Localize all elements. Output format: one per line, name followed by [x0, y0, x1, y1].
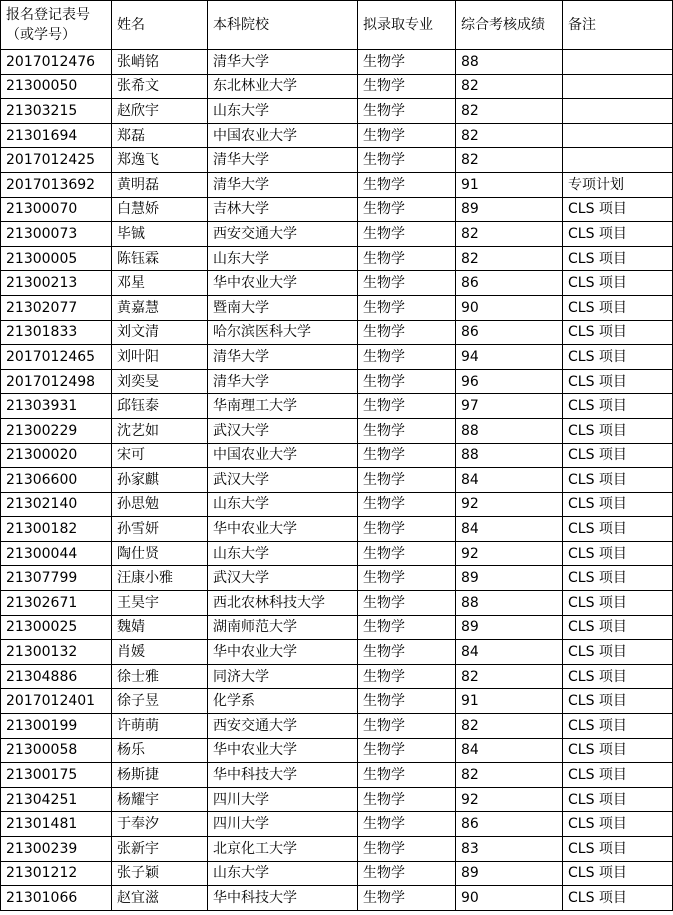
registration-number-cell: 21307799 — [1, 566, 112, 591]
school-cell: 华中科技大学 — [208, 886, 358, 911]
major-cell: 生物学 — [358, 787, 456, 812]
score-cell: 84 — [456, 738, 563, 763]
registration-number-cell: 21301833 — [1, 320, 112, 345]
score-cell: 82 — [456, 763, 563, 788]
school-cell: 华中科技大学 — [208, 763, 358, 788]
table-row — [1, 837, 673, 862]
registration-number-cell: 21300175 — [1, 763, 112, 788]
table-row — [1, 320, 673, 345]
major-cell: 生物学 — [358, 418, 456, 443]
name-cell: 邓星 — [112, 271, 208, 296]
registration-number-cell: 2017012425 — [1, 148, 112, 173]
remark-cell: CLS 项目 — [563, 345, 673, 370]
school-cell: 北京化工大学 — [208, 837, 358, 862]
school-cell: 清华大学 — [208, 172, 358, 197]
major-cell: 生物学 — [358, 664, 456, 689]
table-row — [1, 222, 673, 247]
registration-number-cell: 21300044 — [1, 541, 112, 566]
registration-number-cell: 21300020 — [1, 443, 112, 468]
major-cell: 生物学 — [358, 812, 456, 837]
school-cell: 清华大学 — [208, 369, 358, 394]
major-cell: 生物学 — [358, 615, 456, 640]
major-cell: 生物学 — [358, 886, 456, 911]
school-cell: 清华大学 — [208, 50, 358, 75]
table-row — [1, 541, 673, 566]
school-cell: 山东大学 — [208, 541, 358, 566]
score-cell: 82 — [456, 714, 563, 739]
registration-number-cell: 21300132 — [1, 640, 112, 665]
name-cell: 孙家麒 — [112, 468, 208, 493]
registration-number-cell: 21301694 — [1, 123, 112, 148]
school-cell: 西北农林科技大学 — [208, 591, 358, 616]
table-row — [1, 861, 673, 886]
table-row — [1, 246, 673, 271]
major-cell: 生物学 — [358, 640, 456, 665]
registration-number-cell: 21303215 — [1, 99, 112, 124]
table-row — [1, 443, 673, 468]
table-row — [1, 787, 673, 812]
name-cell: 刘叶阳 — [112, 345, 208, 370]
school-cell: 中国农业大学 — [208, 123, 358, 148]
registration-number-cell: 21303931 — [1, 394, 112, 419]
score-cell: 89 — [456, 615, 563, 640]
major-cell: 生物学 — [358, 197, 456, 222]
name-cell: 郑磊 — [112, 123, 208, 148]
remark-cell: CLS 项目 — [563, 763, 673, 788]
major-cell: 生物学 — [358, 738, 456, 763]
major-cell: 生物学 — [358, 320, 456, 345]
name-cell: 刘奕旻 — [112, 369, 208, 394]
table-row — [1, 591, 673, 616]
score-cell: 88 — [456, 443, 563, 468]
remark-cell — [563, 74, 673, 99]
table-row — [1, 172, 673, 197]
remark-cell: CLS 项目 — [563, 369, 673, 394]
name-cell: 张子颖 — [112, 861, 208, 886]
registration-number-cell: 21300239 — [1, 837, 112, 862]
score-cell: 91 — [456, 689, 563, 714]
score-cell: 83 — [456, 837, 563, 862]
school-cell: 山东大学 — [208, 246, 358, 271]
remark-cell: CLS 项目 — [563, 664, 673, 689]
table-row — [1, 50, 673, 75]
school-cell: 华南理工大学 — [208, 394, 358, 419]
registration-number-cell: 21306600 — [1, 468, 112, 493]
school-cell: 清华大学 — [208, 148, 358, 173]
score-cell: 88 — [456, 418, 563, 443]
remark-cell: CLS 项目 — [563, 492, 673, 517]
score-cell: 82 — [456, 74, 563, 99]
name-cell: 邱钰泰 — [112, 394, 208, 419]
school-cell: 武汉大学 — [208, 468, 358, 493]
name-cell: 魏婧 — [112, 615, 208, 640]
major-cell: 生物学 — [358, 295, 456, 320]
remark-cell: CLS 项目 — [563, 837, 673, 862]
major-cell: 生物学 — [358, 50, 456, 75]
registration-number-cell: 2017012465 — [1, 345, 112, 370]
major-cell: 生物学 — [358, 123, 456, 148]
school-cell: 四川大学 — [208, 787, 358, 812]
table-row — [1, 738, 673, 763]
header-name: 姓名 — [112, 1, 208, 50]
name-cell: 杨乐 — [112, 738, 208, 763]
table-row — [1, 295, 673, 320]
table-row — [1, 418, 673, 443]
school-cell: 华中农业大学 — [208, 640, 358, 665]
school-cell: 山东大学 — [208, 861, 358, 886]
remark-cell: CLS 项目 — [563, 418, 673, 443]
school-cell: 化学系 — [208, 689, 358, 714]
header-undergraduate-school: 本科院校 — [208, 1, 358, 50]
remark-cell: CLS 项目 — [563, 271, 673, 296]
school-cell: 华中农业大学 — [208, 738, 358, 763]
remark-cell: CLS 项目 — [563, 246, 673, 271]
school-cell: 中国农业大学 — [208, 443, 358, 468]
major-cell: 生物学 — [358, 492, 456, 517]
score-cell: 89 — [456, 566, 563, 591]
table-row — [1, 763, 673, 788]
remark-cell — [563, 123, 673, 148]
score-cell: 97 — [456, 394, 563, 419]
name-cell: 张新宇 — [112, 837, 208, 862]
score-cell: 86 — [456, 320, 563, 345]
table-row — [1, 369, 673, 394]
name-cell: 许萌萌 — [112, 714, 208, 739]
registration-number-cell: 21300073 — [1, 222, 112, 247]
registration-number-cell: 21300005 — [1, 246, 112, 271]
remark-cell: CLS 项目 — [563, 812, 673, 837]
name-cell: 孙思勉 — [112, 492, 208, 517]
school-cell: 山东大学 — [208, 492, 358, 517]
major-cell: 生物学 — [358, 345, 456, 370]
school-cell: 暨南大学 — [208, 295, 358, 320]
name-cell: 沈艺如 — [112, 418, 208, 443]
school-cell: 武汉大学 — [208, 418, 358, 443]
score-cell: 94 — [456, 345, 563, 370]
remark-cell: CLS 项目 — [563, 222, 673, 247]
major-cell: 生物学 — [358, 566, 456, 591]
header-registration-number: 报名登记表号（或学号） — [1, 1, 112, 50]
registration-number-cell: 21304886 — [1, 664, 112, 689]
registration-number-cell: 21302077 — [1, 295, 112, 320]
score-cell: 82 — [456, 148, 563, 173]
remark-cell: CLS 项目 — [563, 640, 673, 665]
name-cell: 宋可 — [112, 443, 208, 468]
name-cell: 于奉汐 — [112, 812, 208, 837]
header-row — [1, 1, 673, 50]
school-cell: 哈尔滨医科大学 — [208, 320, 358, 345]
registration-number-cell: 2017012401 — [1, 689, 112, 714]
major-cell: 生物学 — [358, 74, 456, 99]
score-cell: 90 — [456, 295, 563, 320]
score-cell: 86 — [456, 271, 563, 296]
major-cell: 生物学 — [358, 517, 456, 542]
score-cell: 82 — [456, 99, 563, 124]
remark-cell: CLS 项目 — [563, 615, 673, 640]
score-cell: 82 — [456, 222, 563, 247]
score-cell: 84 — [456, 517, 563, 542]
table-row — [1, 345, 673, 370]
remark-cell: CLS 项目 — [563, 689, 673, 714]
major-cell: 生物学 — [358, 714, 456, 739]
major-cell: 生物学 — [358, 591, 456, 616]
major-cell: 生物学 — [358, 369, 456, 394]
name-cell: 徐士雅 — [112, 664, 208, 689]
major-cell: 生物学 — [358, 271, 456, 296]
score-cell: 92 — [456, 492, 563, 517]
name-cell: 白慧娇 — [112, 197, 208, 222]
table-row — [1, 99, 673, 124]
registration-number-cell: 21300213 — [1, 271, 112, 296]
remark-cell: CLS 项目 — [563, 295, 673, 320]
score-cell: 88 — [456, 591, 563, 616]
registration-number-cell: 2017012498 — [1, 369, 112, 394]
major-cell: 生物学 — [358, 222, 456, 247]
score-cell: 92 — [456, 541, 563, 566]
major-cell: 生物学 — [358, 148, 456, 173]
table-row — [1, 664, 673, 689]
school-cell: 四川大学 — [208, 812, 358, 837]
table-row — [1, 812, 673, 837]
score-cell: 82 — [456, 123, 563, 148]
registration-number-cell: 21300025 — [1, 615, 112, 640]
registration-number-cell: 2017013692 — [1, 172, 112, 197]
name-cell: 汪康小雅 — [112, 566, 208, 591]
major-cell: 生物学 — [358, 99, 456, 124]
school-cell: 华中农业大学 — [208, 517, 358, 542]
remark-cell: CLS 项目 — [563, 738, 673, 763]
name-cell: 黄明磊 — [112, 172, 208, 197]
major-cell: 生物学 — [358, 689, 456, 714]
major-cell: 生物学 — [358, 172, 456, 197]
score-cell: 91 — [456, 172, 563, 197]
name-cell: 黄嘉慧 — [112, 295, 208, 320]
remark-cell: 专项计划 — [563, 172, 673, 197]
registration-number-cell: 21300182 — [1, 517, 112, 542]
registration-number-cell: 21300070 — [1, 197, 112, 222]
school-cell: 湖南师范大学 — [208, 615, 358, 640]
table-row — [1, 197, 673, 222]
name-cell: 赵宜滋 — [112, 886, 208, 911]
score-cell: 96 — [456, 369, 563, 394]
major-cell: 生物学 — [358, 763, 456, 788]
remark-cell: CLS 项目 — [563, 517, 673, 542]
table-row — [1, 394, 673, 419]
name-cell: 张希文 — [112, 74, 208, 99]
name-cell: 陈钰霖 — [112, 246, 208, 271]
registration-number-cell: 2017012476 — [1, 50, 112, 75]
table-row — [1, 468, 673, 493]
registration-number-cell: 21301066 — [1, 886, 112, 911]
registration-number-cell: 21304251 — [1, 787, 112, 812]
name-cell: 郑逸飞 — [112, 148, 208, 173]
remark-cell — [563, 99, 673, 124]
school-cell: 东北林业大学 — [208, 74, 358, 99]
name-cell: 张峭铭 — [112, 50, 208, 75]
score-cell: 90 — [456, 886, 563, 911]
remark-cell: CLS 项目 — [563, 197, 673, 222]
score-cell: 92 — [456, 787, 563, 812]
score-cell: 84 — [456, 640, 563, 665]
remark-cell — [563, 50, 673, 75]
header-remark: 备注 — [563, 1, 673, 50]
registration-number-cell: 21301481 — [1, 812, 112, 837]
name-cell: 赵欣宇 — [112, 99, 208, 124]
registration-number-cell: 21300199 — [1, 714, 112, 739]
table-row — [1, 517, 673, 542]
remark-cell: CLS 项目 — [563, 714, 673, 739]
header-score: 综合考核成绩 — [456, 1, 563, 50]
remark-cell: CLS 项目 — [563, 468, 673, 493]
table-row — [1, 148, 673, 173]
remark-cell: CLS 项目 — [563, 591, 673, 616]
score-cell: 82 — [456, 246, 563, 271]
remark-cell: CLS 项目 — [563, 443, 673, 468]
table-row — [1, 714, 673, 739]
table-row — [1, 615, 673, 640]
major-cell: 生物学 — [358, 837, 456, 862]
score-cell: 84 — [456, 468, 563, 493]
score-cell: 86 — [456, 812, 563, 837]
remark-cell — [563, 148, 673, 173]
major-cell: 生物学 — [358, 394, 456, 419]
name-cell: 徐子昱 — [112, 689, 208, 714]
remark-cell: CLS 项目 — [563, 861, 673, 886]
school-cell: 清华大学 — [208, 345, 358, 370]
remark-cell: CLS 项目 — [563, 541, 673, 566]
major-cell: 生物学 — [358, 861, 456, 886]
registration-number-cell: 21302671 — [1, 591, 112, 616]
registration-number-cell: 21301212 — [1, 861, 112, 886]
name-cell: 孙雪妍 — [112, 517, 208, 542]
school-cell: 吉林大学 — [208, 197, 358, 222]
table-row — [1, 123, 673, 148]
name-cell: 陶仕贤 — [112, 541, 208, 566]
major-cell: 生物学 — [358, 443, 456, 468]
score-cell: 88 — [456, 50, 563, 75]
registration-number-cell: 21300050 — [1, 74, 112, 99]
school-cell: 西安交通大学 — [208, 222, 358, 247]
major-cell: 生物学 — [358, 541, 456, 566]
table-body — [1, 50, 673, 911]
table-row — [1, 492, 673, 517]
school-cell: 华中农业大学 — [208, 271, 358, 296]
major-cell: 生物学 — [358, 468, 456, 493]
table-row — [1, 566, 673, 591]
score-cell: 82 — [456, 664, 563, 689]
school-cell: 山东大学 — [208, 99, 358, 124]
registration-number-cell: 21302140 — [1, 492, 112, 517]
major-cell: 生物学 — [358, 246, 456, 271]
registration-number-cell: 21300229 — [1, 418, 112, 443]
table-row — [1, 640, 673, 665]
remark-cell: CLS 项目 — [563, 886, 673, 911]
name-cell: 杨斯捷 — [112, 763, 208, 788]
header-major: 拟录取专业 — [358, 1, 456, 50]
table-row — [1, 271, 673, 296]
school-cell: 武汉大学 — [208, 566, 358, 591]
name-cell: 王昊宇 — [112, 591, 208, 616]
registration-number-cell: 21300058 — [1, 738, 112, 763]
school-cell: 西安交通大学 — [208, 714, 358, 739]
name-cell: 肖媛 — [112, 640, 208, 665]
remark-cell: CLS 项目 — [563, 394, 673, 419]
name-cell: 毕铖 — [112, 222, 208, 247]
school-cell: 同济大学 — [208, 664, 358, 689]
remark-cell: CLS 项目 — [563, 566, 673, 591]
score-cell: 89 — [456, 197, 563, 222]
table-row — [1, 689, 673, 714]
table-row — [1, 886, 673, 911]
score-cell: 89 — [456, 861, 563, 886]
name-cell: 杨耀宇 — [112, 787, 208, 812]
table-row — [1, 74, 673, 99]
name-cell: 刘文清 — [112, 320, 208, 345]
remark-cell: CLS 项目 — [563, 787, 673, 812]
remark-cell: CLS 项目 — [563, 320, 673, 345]
